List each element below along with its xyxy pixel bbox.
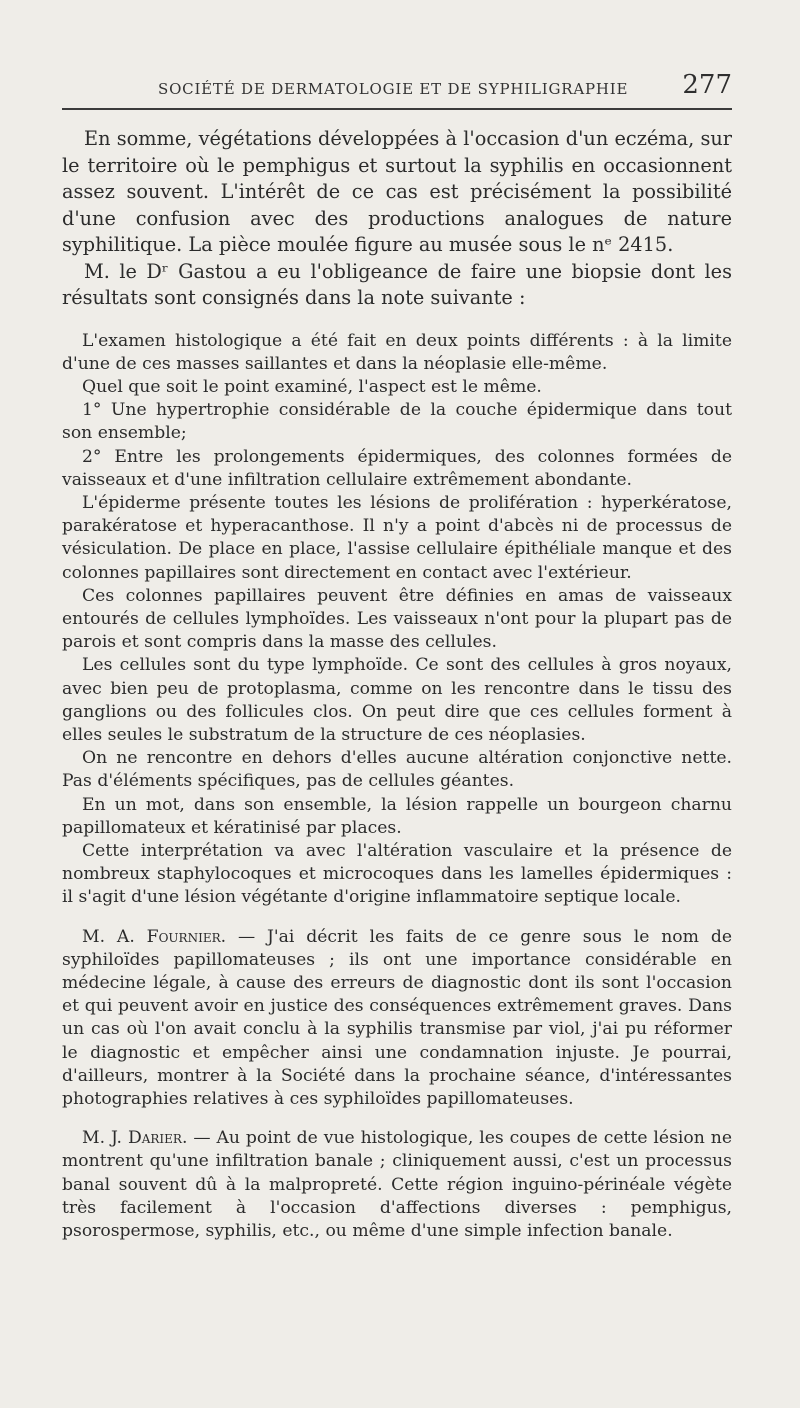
paragraph: M. le Dʳ Gastou a eu l'obligeance de faire une biopsie dont les résultats sont consignés dans la note suivante : — [62, 259, 732, 309]
speaker-title: M. A. — [82, 926, 147, 947]
note-paragraph: L'examen histologique a été fait en deux points différents : à la limite d'une de ces masses saillantes et dans la néoplasie elle-même. — [62, 330, 732, 374]
discussion-text: . — J'ai décrit les faits de ce genre sous le nom de syphiloïdes papillomateuses ; ils ont une importance considérable en médecine légale, à cause des erreurs de diagnostic dont ils sont l'occasion et qui peuvent avoir en justice des conséquences extrêmement graves. Dans un cas où l'on avait conclu à la syphilis transmise par viol, j'ai pu réformer le diagnostic et empêcher ainsi une condamnation injuste. Je pourrai, d'ailleurs, montrer à la Société dans la prochaine séance, d'intéressantes photographies relatives à ces syphiloïdes papillomateuses. — [62, 926, 732, 1109]
discussion-paragraph-fournier — [62, 926, 732, 1112]
speaker-name: Darier — [127, 1128, 182, 1149]
note-paragraph: 1° Une hypertrophie considérable de la couche épidermique dans tout son ensemble; — [62, 400, 732, 444]
header-rule — [62, 108, 732, 110]
discussion-text: . — Au point de vue histologique, les coupes de cette lésion ne montrent qu'une infiltration banale ; cliniquement aussi, c'est un processus banal souvent dû à la malpropreté. Cette région inguino-périnéale végète très facilement à l'occasion d'affections diverses : pemphigus, psorospermose, syphilis, etc., ou même d'une simple infection banale. — [62, 1128, 732, 1242]
note-paragraph: En un mot, dans son ensemble, la lésion rappelle un bourgeon charnu papillomateux et kératinisé par places. — [62, 794, 732, 838]
note-paragraph: Les cellules sont du type lymphoïde. Ce sont des cellules à gros noyaux, avec bien peu de protoplasma, comme on les rencontre dans le tissu des ganglions ou des follicules clos. On peut dire que ces cellules forment à elles seules le substratum de la structure de ces néoplasies. — [62, 655, 732, 745]
running-title: SOCIÉTÉ DE DERMATOLOGIE ET DE SYPHILIGRAPHIE — [158, 80, 629, 98]
speaker-title: M. J. — [82, 1128, 128, 1149]
speaker-name: Fournier — [146, 926, 221, 947]
paragraph: En somme, végétations développées à l'occasion d'un eczéma, sur le territoire où le pemphigus et surtout la syphilis en occasionnent assez souvent. L'intérêt de ce cas est précisément la possibilité d'une confusion avec des productions analogues de nature syphilitique. La pièce moulée figure au musée sous le nᵉ 2415. — [62, 127, 732, 256]
note-paragraph: On ne rencontre en dehors d'elles aucune altération conjonctive nette. Pas d'éléments spécifiques, pas de cellules géantes. — [62, 748, 732, 792]
note-paragraph: 2° Entre les prolongements épidermiques, des colonnes formées de vaisseaux et d'une infiltration cellulaire extrêmement abondante. — [62, 446, 732, 490]
note-paragraph: Cette interprétation va avec l'altération vasculaire et la présence de nombreux staphylocoques et microcoques dans les lamelles épidermiques : il s'agit d'une lésion végétante d'origine inflammatoire septique locale. — [62, 840, 732, 908]
body-text — [62, 126, 732, 1243]
discussion-paragraph-darier — [62, 1127, 732, 1243]
note-paragraph: Ces colonnes papillaires peuvent être définies en amas de vaisseaux entourés de cellules lymphoïdes. Les vaisseaux n'ont pour la plupart pas de parois et sont compris dans la masse des cellules. — [62, 585, 732, 653]
main-text — [62, 126, 732, 312]
page-header — [62, 70, 732, 106]
note-paragraph: L'épiderme présente toutes les lésions de prolifération : hyperkératose, parakératose et hyperacanthose. Il n'y a point d'abcès ni de processus de vésiculation. De place en place, l'assise cellulaire épithéliale manque et des colonnes papillaires sont directement en contact avec l'extérieur. — [62, 492, 732, 583]
histology-note — [62, 330, 732, 910]
page-number: 277 — [682, 70, 732, 100]
discussion — [62, 926, 732, 1244]
note-paragraph: Quel que soit le point examiné, l'aspect est le même. — [82, 376, 542, 397]
